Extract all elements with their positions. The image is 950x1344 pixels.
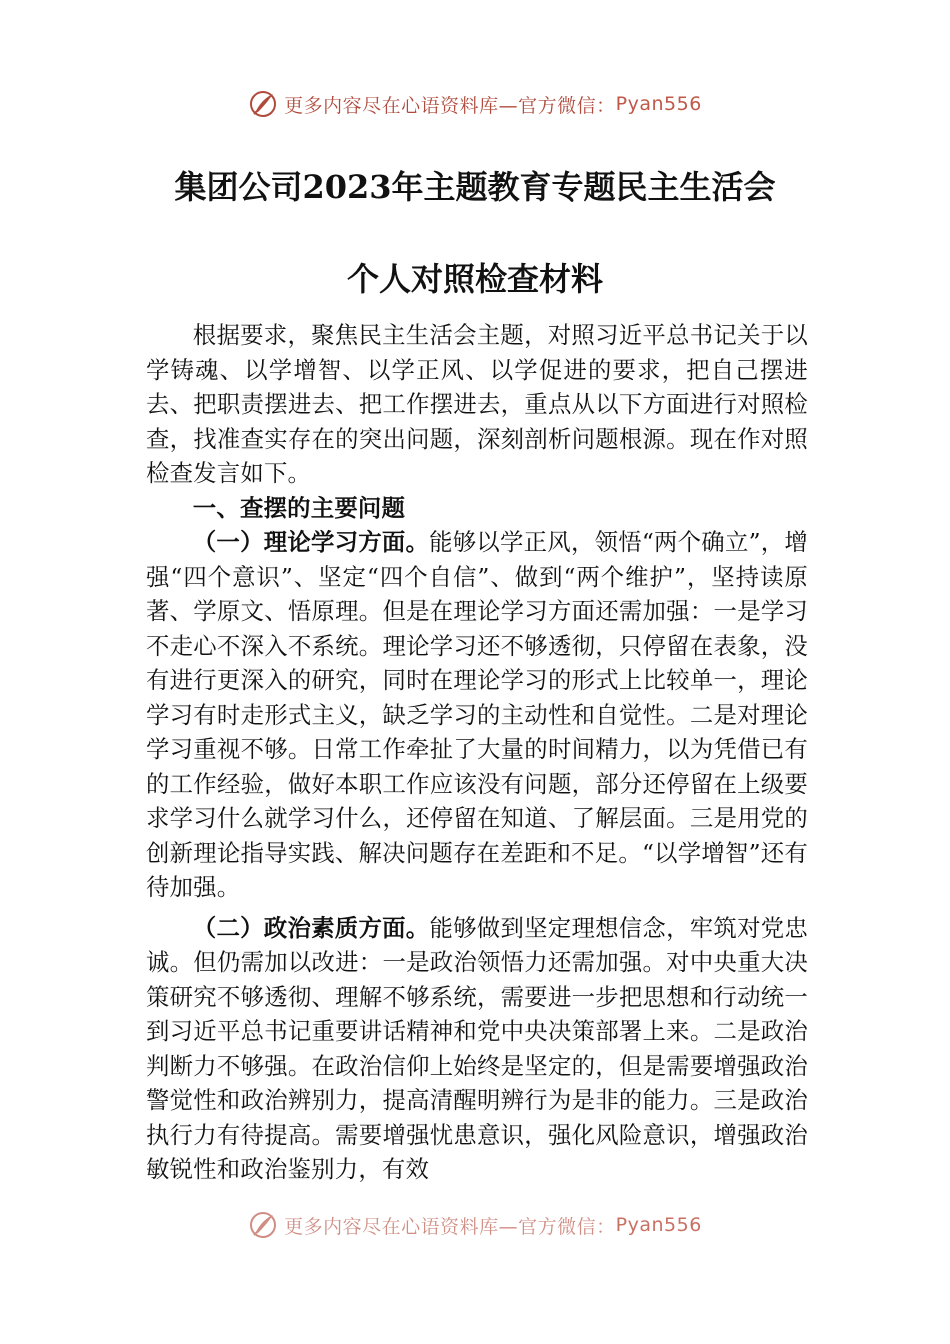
document-body bbox=[146, 318, 808, 1187]
paragraph-theory-study bbox=[146, 525, 808, 905]
watermark-id: Pyan556 bbox=[615, 1214, 702, 1236]
subheading-theory-study: （一）理论学习方面。 bbox=[192, 528, 430, 556]
paragraph-political-quality-text: 能够做到坚定理想信念，牢筑对党忠诚。但仍需加以改进：一是政治领悟力还需加强。对中央重大决策研究不够透彻、理解不够系统，需要进一步把思想和行动统一到习近平总书记重要讲话精神和党中央决策部署上来。二是政治判断力不够强。在政治信仰上始终是坚定的，但是需要增强政治警觉性和政治辨别力，提高清醒明辨行为是非的能力。三是政治执行力有待提高。需要增强忧患意识，强化风险意识，增强政治敏锐性和政治鉴别力，有效 bbox=[146, 913, 809, 1183]
document-title-line1: 集团公司2023年主题教育专题民主生活会 bbox=[174, 168, 776, 206]
watermark-text: 更多内容尽在心语资料库—官方微信： bbox=[284, 94, 616, 117]
intro-paragraph: 根据要求，聚焦民主生活会主题，对照习近平总书记关于以学铸魂、以学增智、以学正风、以学促进的要求，把自己摆进去、把职责摆进去、把工作摆进去，重点从以下方面进行对照检查，找准查实存在的突出问题，深刻剖析问题根源。现在作对照检查发言如下。 bbox=[146, 321, 808, 487]
section-heading: 一、查摆的主要问题 bbox=[192, 493, 406, 522]
watermark-header bbox=[0, 86, 950, 122]
feather-logo-icon bbox=[248, 1210, 278, 1240]
watermark-text: 更多内容尽在心语资料库—官方微信： bbox=[284, 1215, 616, 1238]
paragraph-theory-study-text: 能够以学正风，领悟“两个确立”，增强“四个意识”、坚定“四个自信”、做到“两个维护”，坚持读原著、学原文、悟原理。但是在理论学习方面还需加强：一是学习不走心不深入不系统。理论学习还不够透彻，只停留在表象，没有进行更深入的研究，同时在理论学习的形式上比较单一，理论学习有时走形式主义，缺乏学习的主动性和自觉性。二是对理论学习重视不够。日常工作牵扯了大量的时间精力，以为凭借已有的工作经验，做好本职工作应该没有问题，部分还停留在上级要求学习什么就学习什么，还停留在知道、了解层面。三是用党的创新理论指导实践、解决问题存在差距和不足。“以学增智”还有待加强。 bbox=[146, 528, 808, 901]
subheading-political-quality: （二）政治素质方面。 bbox=[192, 913, 430, 942]
watermark-id: Pyan556 bbox=[615, 93, 702, 115]
feather-logo-icon bbox=[248, 89, 278, 119]
document-title-line2: 个人对照检查材料 bbox=[346, 260, 603, 298]
paragraph-political-quality bbox=[146, 911, 808, 1187]
watermark-footer bbox=[0, 1207, 950, 1243]
